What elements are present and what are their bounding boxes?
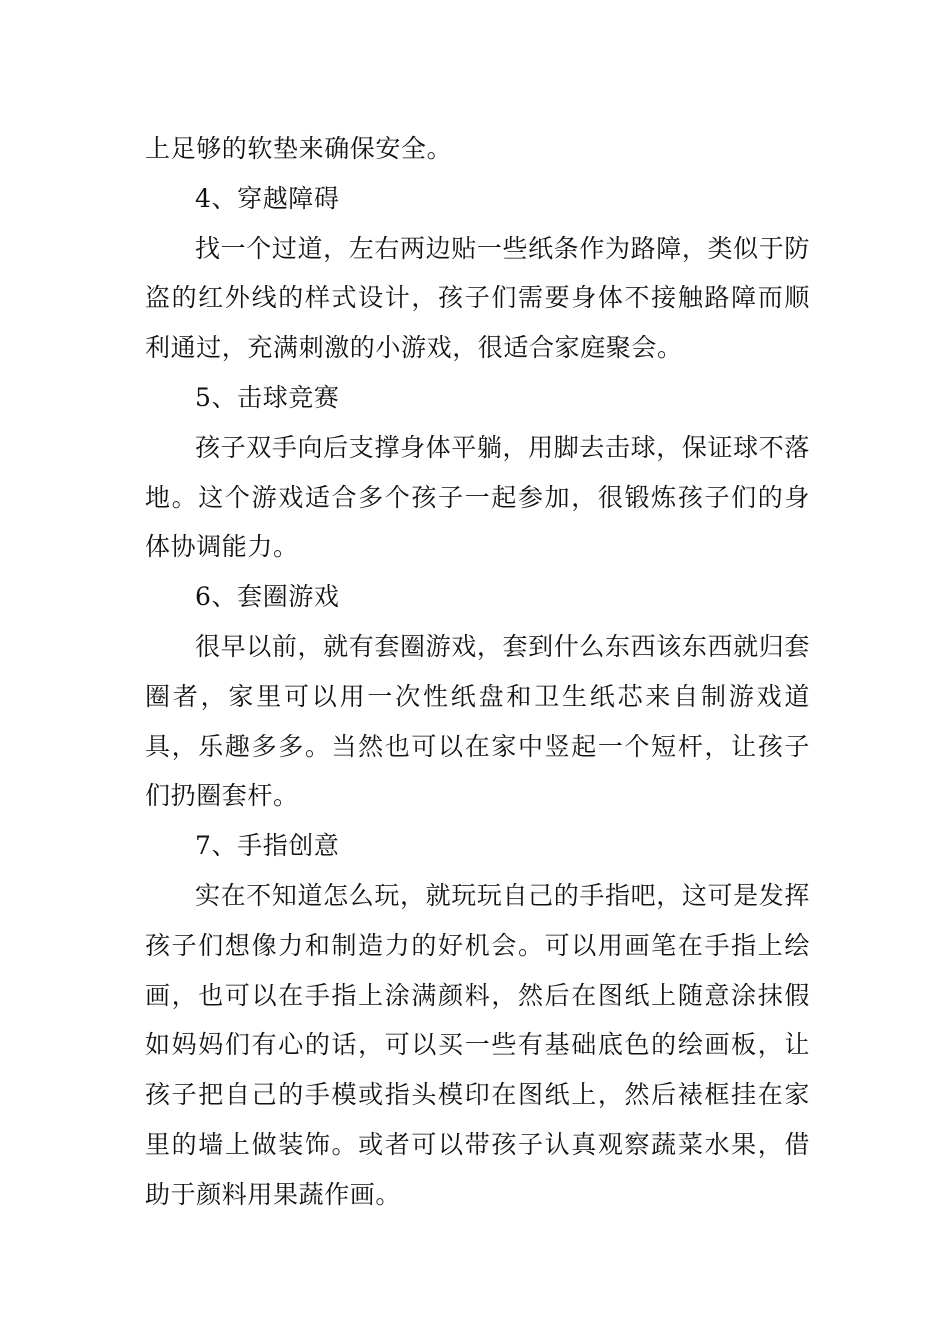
section-heading-5: 5、击球竞赛 (195, 382, 340, 412)
section-heading-7: 7、手指创意 (195, 831, 340, 861)
paragraph-obstacle-course: 找一个过道，左右两边贴一些纸条作为路障，类似于防盗的红外线的样式设计，孩子们需要身体不接触路障而顺利通过，充满刺激的小游戏，很适合家庭聚会。 (145, 233, 810, 363)
section-heading-4: 4、穿越障碍 (195, 183, 340, 213)
paragraph-ball-kicking: 孩子双手向后支撑身体平躺，用脚去击球，保证球不落地。这个游戏适合多个孩子一起参加，很锻炼孩子们的身体协调能力。 (145, 432, 810, 562)
paragraph-ring-toss: 很早以前，就有套圈游戏，套到什么东西该东西就归套圈者，家里可以用一次性纸盘和卫生纸芯来自制游戏道具，乐趣多多。当然也可以在家中竖起一个短杆，让孩子们扔圈套杆。 (145, 631, 810, 811)
section-heading-6: 6、套圈游戏 (195, 582, 340, 612)
paragraph-finger-creativity: 实在不知道怎么玩，就玩玩自己的手指吧，这可是发挥孩子们想像力和制造力的好机会。可以用画笔在手指上绘画，也可以在手指上涂满颜料，然后在图纸上随意涂抹假如妈妈们有心的话，可以买一些有基础底色的绘画板，让孩子把自己的手模或指头模印在图纸上，然后裱框挂在家里的墙上做装饰。或者可以带孩子认真观察蔬菜水果，借助于颜料用果蔬作画。 (145, 880, 810, 1209)
continuation-paragraph: 上足够的软垫来确保安全。 (145, 134, 453, 163)
document-body (145, 124, 810, 1220)
